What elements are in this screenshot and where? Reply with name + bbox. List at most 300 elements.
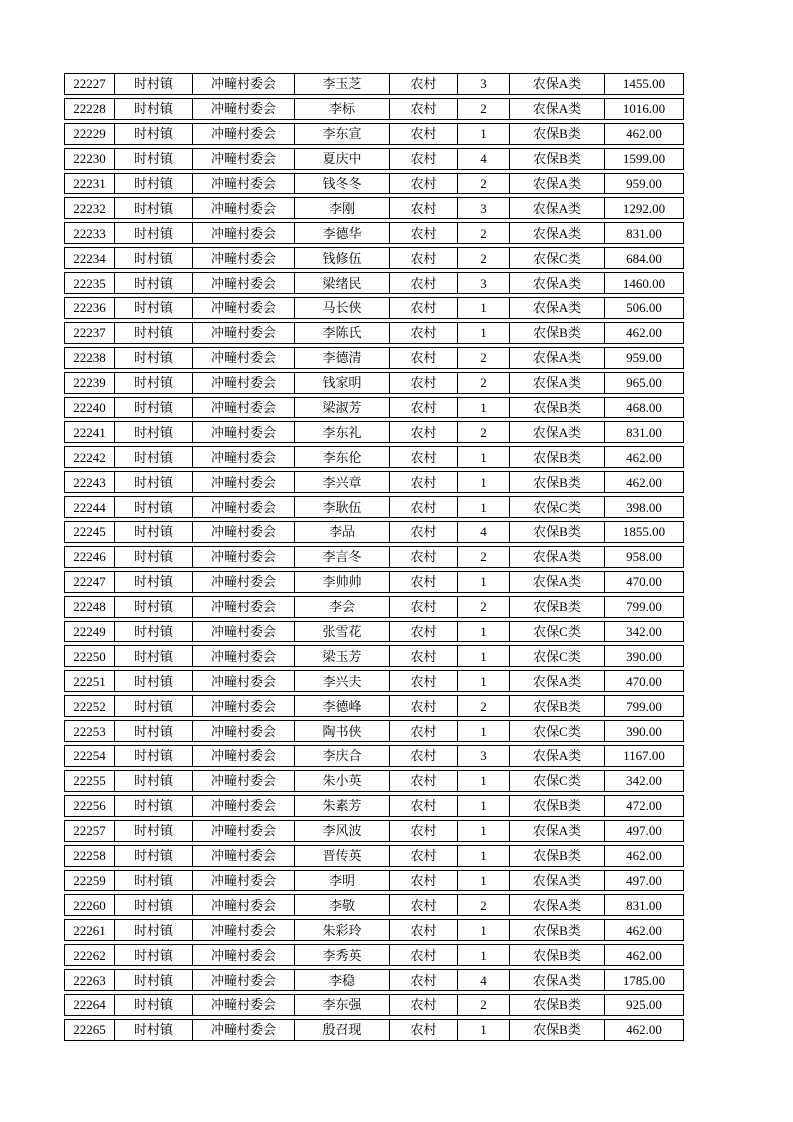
cell-town: 时村镇 — [115, 994, 193, 1016]
cell-person-name: 李标 — [295, 98, 390, 120]
cell-village-committee: 冲疃村委会 — [193, 695, 295, 717]
cell-person-count: 1 — [458, 1019, 510, 1041]
cell-person-count: 3 — [458, 272, 510, 294]
cell-serial-number: 22261 — [64, 919, 115, 941]
cell-village-committee: 冲疃村委会 — [193, 571, 295, 593]
cell-serial-number: 22264 — [64, 994, 115, 1016]
cell-town: 时村镇 — [115, 645, 193, 667]
cell-serial-number: 22227 — [64, 73, 115, 95]
cell-person-count: 1 — [458, 770, 510, 792]
cell-insurance-category: 农保A类 — [510, 571, 605, 593]
table-row — [64, 695, 684, 717]
cell-town: 时村镇 — [115, 148, 193, 170]
table-row — [64, 123, 684, 145]
table-row — [64, 894, 684, 916]
cell-village-committee: 冲疃村委会 — [193, 322, 295, 344]
cell-town: 时村镇 — [115, 596, 193, 618]
cell-person-count: 2 — [458, 173, 510, 195]
cell-person-count: 1 — [458, 471, 510, 493]
cell-serial-number: 22233 — [64, 222, 115, 244]
cell-residence-type: 农村 — [390, 870, 458, 892]
cell-residence-type: 农村 — [390, 645, 458, 667]
cell-residence-type: 农村 — [390, 372, 458, 394]
cell-residence-type: 农村 — [390, 322, 458, 344]
cell-amount: 462.00 — [605, 322, 684, 344]
cell-person-count: 1 — [458, 322, 510, 344]
cell-amount: 390.00 — [605, 720, 684, 742]
cell-insurance-category: 农保B类 — [510, 123, 605, 145]
cell-person-count: 4 — [458, 521, 510, 543]
cell-person-name: 朱小英 — [295, 770, 390, 792]
cell-serial-number: 22252 — [64, 695, 115, 717]
cell-amount: 831.00 — [605, 894, 684, 916]
cell-town: 时村镇 — [115, 496, 193, 518]
cell-person-name: 李德峰 — [295, 695, 390, 717]
cell-insurance-category: 农保A类 — [510, 222, 605, 244]
cell-residence-type: 农村 — [390, 770, 458, 792]
cell-residence-type: 农村 — [390, 197, 458, 219]
cell-village-committee: 冲疃村委会 — [193, 820, 295, 842]
cell-person-name: 李言冬 — [295, 546, 390, 568]
cell-town: 时村镇 — [115, 919, 193, 941]
cell-person-name: 梁绪民 — [295, 272, 390, 294]
cell-residence-type: 农村 — [390, 446, 458, 468]
cell-insurance-category: 农保C类 — [510, 645, 605, 667]
cell-insurance-category: 农保A类 — [510, 272, 605, 294]
cell-person-name: 陶书侠 — [295, 720, 390, 742]
table-row — [64, 297, 684, 319]
cell-amount: 1167.00 — [605, 745, 684, 767]
table-row — [64, 98, 684, 120]
cell-serial-number: 22248 — [64, 596, 115, 618]
cell-village-committee: 冲疃村委会 — [193, 297, 295, 319]
cell-person-count: 2 — [458, 546, 510, 568]
cell-residence-type: 农村 — [390, 397, 458, 419]
cell-insurance-category: 农保B类 — [510, 845, 605, 867]
table-row — [64, 322, 684, 344]
table-row — [64, 397, 684, 419]
cell-person-name: 李东礼 — [295, 421, 390, 443]
cell-insurance-category: 农保B类 — [510, 695, 605, 717]
cell-person-name: 李品 — [295, 521, 390, 543]
cell-person-count: 1 — [458, 645, 510, 667]
table-row — [64, 845, 684, 867]
cell-residence-type: 农村 — [390, 496, 458, 518]
cell-amount: 959.00 — [605, 173, 684, 195]
cell-insurance-category: 农保A类 — [510, 421, 605, 443]
cell-residence-type: 农村 — [390, 969, 458, 991]
cell-person-count: 1 — [458, 870, 510, 892]
cell-serial-number: 22244 — [64, 496, 115, 518]
cell-person-count: 4 — [458, 148, 510, 170]
cell-insurance-category: 农保A类 — [510, 670, 605, 692]
cell-serial-number: 22232 — [64, 197, 115, 219]
cell-town: 时村镇 — [115, 870, 193, 892]
cell-person-name: 李会 — [295, 596, 390, 618]
table-row — [64, 471, 684, 493]
cell-person-count: 2 — [458, 372, 510, 394]
cell-insurance-category: 农保A类 — [510, 546, 605, 568]
cell-insurance-category: 农保B类 — [510, 471, 605, 493]
cell-amount: 1855.00 — [605, 521, 684, 543]
cell-person-count: 1 — [458, 397, 510, 419]
cell-village-committee: 冲疃村委会 — [193, 596, 295, 618]
cell-person-count: 1 — [458, 571, 510, 593]
cell-insurance-category: 农保B类 — [510, 322, 605, 344]
cell-serial-number: 22265 — [64, 1019, 115, 1041]
table-row — [64, 496, 684, 518]
cell-amount: 390.00 — [605, 645, 684, 667]
cell-amount: 497.00 — [605, 820, 684, 842]
cell-person-count: 1 — [458, 496, 510, 518]
cell-village-committee: 冲疃村委会 — [193, 969, 295, 991]
cell-town: 时村镇 — [115, 98, 193, 120]
cell-town: 时村镇 — [115, 347, 193, 369]
cell-amount: 831.00 — [605, 222, 684, 244]
table-row — [64, 770, 684, 792]
cell-town: 时村镇 — [115, 173, 193, 195]
cell-serial-number: 22247 — [64, 571, 115, 593]
cell-insurance-category: 农保A类 — [510, 745, 605, 767]
cell-residence-type: 农村 — [390, 521, 458, 543]
cell-residence-type: 农村 — [390, 720, 458, 742]
cell-town: 时村镇 — [115, 73, 193, 95]
cell-village-committee: 冲疃村委会 — [193, 621, 295, 643]
cell-amount: 472.00 — [605, 795, 684, 817]
cell-village-committee: 冲疃村委会 — [193, 247, 295, 269]
cell-residence-type: 农村 — [390, 1019, 458, 1041]
cell-town: 时村镇 — [115, 621, 193, 643]
cell-serial-number: 22229 — [64, 123, 115, 145]
table-row — [64, 421, 684, 443]
cell-person-name: 李秀英 — [295, 944, 390, 966]
cell-village-committee: 冲疃村委会 — [193, 496, 295, 518]
table-row — [64, 596, 684, 618]
cell-town: 时村镇 — [115, 969, 193, 991]
cell-residence-type: 农村 — [390, 471, 458, 493]
cell-person-name: 李德华 — [295, 222, 390, 244]
cell-village-committee: 冲疃村委会 — [193, 197, 295, 219]
cell-serial-number: 22256 — [64, 795, 115, 817]
cell-residence-type: 农村 — [390, 894, 458, 916]
cell-insurance-category: 农保B类 — [510, 446, 605, 468]
table-row — [64, 247, 684, 269]
cell-insurance-category: 农保C类 — [510, 496, 605, 518]
cell-residence-type: 农村 — [390, 173, 458, 195]
cell-serial-number: 22262 — [64, 944, 115, 966]
table-row — [64, 347, 684, 369]
table-row — [64, 720, 684, 742]
cell-residence-type: 农村 — [390, 123, 458, 145]
cell-residence-type: 农村 — [390, 421, 458, 443]
cell-person-name: 李东强 — [295, 994, 390, 1016]
cell-person-name: 马长侠 — [295, 297, 390, 319]
cell-amount: 462.00 — [605, 845, 684, 867]
table-body — [64, 73, 684, 1041]
cell-town: 时村镇 — [115, 222, 193, 244]
cell-person-name: 李稳 — [295, 969, 390, 991]
table-row — [64, 571, 684, 593]
cell-person-name: 李耿伍 — [295, 496, 390, 518]
cell-residence-type: 农村 — [390, 745, 458, 767]
cell-serial-number: 22235 — [64, 272, 115, 294]
cell-serial-number: 22249 — [64, 621, 115, 643]
cell-insurance-category: 农保A类 — [510, 870, 605, 892]
cell-residence-type: 农村 — [390, 98, 458, 120]
cell-person-count: 1 — [458, 919, 510, 941]
table-row — [64, 446, 684, 468]
cell-village-committee: 冲疃村委会 — [193, 98, 295, 120]
cell-village-committee: 冲疃村委会 — [193, 546, 295, 568]
cell-serial-number: 22254 — [64, 745, 115, 767]
cell-amount: 925.00 — [605, 994, 684, 1016]
cell-person-name: 梁淑芳 — [295, 397, 390, 419]
cell-person-name: 李东伦 — [295, 446, 390, 468]
table-row — [64, 521, 684, 543]
cell-town: 时村镇 — [115, 247, 193, 269]
cell-insurance-category: 农保B类 — [510, 148, 605, 170]
cell-insurance-category: 农保A类 — [510, 894, 605, 916]
cell-residence-type: 农村 — [390, 571, 458, 593]
cell-serial-number: 22251 — [64, 670, 115, 692]
cell-person-count: 1 — [458, 845, 510, 867]
cell-amount: 958.00 — [605, 546, 684, 568]
cell-insurance-category: 农保B类 — [510, 521, 605, 543]
cell-person-name: 张雪花 — [295, 621, 390, 643]
table-row — [64, 173, 684, 195]
table-row — [64, 546, 684, 568]
cell-residence-type: 农村 — [390, 297, 458, 319]
cell-amount: 470.00 — [605, 670, 684, 692]
cell-person-name: 晋传英 — [295, 845, 390, 867]
table-row — [64, 944, 684, 966]
table-row — [64, 820, 684, 842]
cell-amount: 470.00 — [605, 571, 684, 593]
table-row — [64, 222, 684, 244]
cell-serial-number: 22245 — [64, 521, 115, 543]
cell-person-name: 李德清 — [295, 347, 390, 369]
cell-town: 时村镇 — [115, 322, 193, 344]
cell-town: 时村镇 — [115, 894, 193, 916]
cell-person-count: 1 — [458, 795, 510, 817]
cell-person-count: 2 — [458, 421, 510, 443]
cell-town: 时村镇 — [115, 670, 193, 692]
cell-amount: 1455.00 — [605, 73, 684, 95]
cell-person-name: 朱素芳 — [295, 795, 390, 817]
cell-village-committee: 冲疃村委会 — [193, 845, 295, 867]
cell-amount: 1292.00 — [605, 197, 684, 219]
cell-insurance-category: 农保C类 — [510, 720, 605, 742]
cell-town: 时村镇 — [115, 795, 193, 817]
table-row — [64, 645, 684, 667]
cell-amount: 398.00 — [605, 496, 684, 518]
cell-serial-number: 22243 — [64, 471, 115, 493]
cell-person-name: 梁玉芳 — [295, 645, 390, 667]
cell-person-name: 殷召现 — [295, 1019, 390, 1041]
table-row — [64, 919, 684, 941]
cell-insurance-category: 农保B类 — [510, 919, 605, 941]
cell-insurance-category: 农保A类 — [510, 197, 605, 219]
cell-village-committee: 冲疃村委会 — [193, 870, 295, 892]
table-row — [64, 870, 684, 892]
cell-amount: 799.00 — [605, 695, 684, 717]
cell-person-name: 朱彩玲 — [295, 919, 390, 941]
cell-town: 时村镇 — [115, 571, 193, 593]
cell-village-committee: 冲疃村委会 — [193, 919, 295, 941]
cell-person-name: 李敬 — [295, 894, 390, 916]
cell-residence-type: 农村 — [390, 695, 458, 717]
cell-town: 时村镇 — [115, 197, 193, 219]
cell-person-name: 李兴夫 — [295, 670, 390, 692]
cell-village-committee: 冲疃村委会 — [193, 421, 295, 443]
cell-serial-number: 22242 — [64, 446, 115, 468]
cell-serial-number: 22241 — [64, 421, 115, 443]
cell-town: 时村镇 — [115, 272, 193, 294]
table-row — [64, 621, 684, 643]
cell-serial-number: 22238 — [64, 347, 115, 369]
cell-serial-number: 22234 — [64, 247, 115, 269]
cell-insurance-category: 农保C类 — [510, 247, 605, 269]
cell-amount: 1599.00 — [605, 148, 684, 170]
cell-village-committee: 冲疃村委会 — [193, 471, 295, 493]
cell-town: 时村镇 — [115, 820, 193, 842]
cell-insurance-category: 农保B类 — [510, 944, 605, 966]
cell-village-committee: 冲疃村委会 — [193, 222, 295, 244]
cell-town: 时村镇 — [115, 770, 193, 792]
table-row — [64, 795, 684, 817]
cell-serial-number: 22253 — [64, 720, 115, 742]
cell-town: 时村镇 — [115, 1019, 193, 1041]
cell-serial-number: 22237 — [64, 322, 115, 344]
cell-amount: 497.00 — [605, 870, 684, 892]
cell-village-committee: 冲疃村委会 — [193, 894, 295, 916]
cell-person-count: 2 — [458, 695, 510, 717]
cell-amount: 959.00 — [605, 347, 684, 369]
cell-person-count: 4 — [458, 969, 510, 991]
table-row — [64, 745, 684, 767]
cell-insurance-category: 农保B类 — [510, 1019, 605, 1041]
cell-person-name: 李风波 — [295, 820, 390, 842]
cell-person-name: 钱家明 — [295, 372, 390, 394]
cell-insurance-category: 农保A类 — [510, 820, 605, 842]
cell-person-count: 2 — [458, 247, 510, 269]
cell-person-count: 2 — [458, 994, 510, 1016]
cell-village-committee: 冲疃村委会 — [193, 770, 295, 792]
cell-residence-type: 农村 — [390, 919, 458, 941]
cell-serial-number: 22236 — [64, 297, 115, 319]
cell-insurance-category: 农保B类 — [510, 994, 605, 1016]
cell-person-count: 1 — [458, 944, 510, 966]
cell-serial-number: 22260 — [64, 894, 115, 916]
table-row — [64, 148, 684, 170]
cell-village-committee: 冲疃村委会 — [193, 446, 295, 468]
table-row — [64, 1019, 684, 1041]
cell-person-count: 2 — [458, 894, 510, 916]
cell-village-committee: 冲疃村委会 — [193, 994, 295, 1016]
cell-amount: 462.00 — [605, 944, 684, 966]
cell-residence-type: 农村 — [390, 148, 458, 170]
cell-residence-type: 农村 — [390, 845, 458, 867]
cell-serial-number: 22258 — [64, 845, 115, 867]
cell-town: 时村镇 — [115, 845, 193, 867]
cell-amount: 462.00 — [605, 123, 684, 145]
cell-insurance-category: 农保A类 — [510, 969, 605, 991]
cell-town: 时村镇 — [115, 421, 193, 443]
cell-person-name: 李陈氏 — [295, 322, 390, 344]
cell-town: 时村镇 — [115, 372, 193, 394]
cell-residence-type: 农村 — [390, 73, 458, 95]
cell-serial-number: 22255 — [64, 770, 115, 792]
cell-insurance-category: 农保A类 — [510, 173, 605, 195]
cell-residence-type: 农村 — [390, 596, 458, 618]
pension-data-table — [64, 70, 684, 1044]
cell-insurance-category: 农保A类 — [510, 98, 605, 120]
cell-amount: 1016.00 — [605, 98, 684, 120]
cell-residence-type: 农村 — [390, 820, 458, 842]
cell-insurance-category: 农保B类 — [510, 596, 605, 618]
cell-village-committee: 冲疃村委会 — [193, 372, 295, 394]
cell-amount: 965.00 — [605, 372, 684, 394]
cell-person-count: 2 — [458, 596, 510, 618]
cell-residence-type: 农村 — [390, 795, 458, 817]
cell-amount: 684.00 — [605, 247, 684, 269]
cell-insurance-category: 农保A类 — [510, 372, 605, 394]
cell-village-committee: 冲疃村委会 — [193, 73, 295, 95]
cell-serial-number: 22257 — [64, 820, 115, 842]
cell-residence-type: 农村 — [390, 670, 458, 692]
cell-amount: 506.00 — [605, 297, 684, 319]
cell-serial-number: 22239 — [64, 372, 115, 394]
cell-person-name: 钱冬冬 — [295, 173, 390, 195]
cell-person-count: 1 — [458, 670, 510, 692]
cell-town: 时村镇 — [115, 397, 193, 419]
cell-town: 时村镇 — [115, 745, 193, 767]
cell-person-name: 钱修伍 — [295, 247, 390, 269]
table-row — [64, 197, 684, 219]
cell-serial-number: 22246 — [64, 546, 115, 568]
table-row — [64, 73, 684, 95]
cell-village-committee: 冲疃村委会 — [193, 944, 295, 966]
cell-person-count: 2 — [458, 347, 510, 369]
cell-serial-number: 22259 — [64, 870, 115, 892]
cell-town: 时村镇 — [115, 695, 193, 717]
cell-person-count: 2 — [458, 98, 510, 120]
cell-insurance-category: 农保A类 — [510, 347, 605, 369]
cell-town: 时村镇 — [115, 446, 193, 468]
table-row — [64, 272, 684, 294]
cell-village-committee: 冲疃村委会 — [193, 148, 295, 170]
cell-insurance-category: 农保A类 — [510, 297, 605, 319]
cell-amount: 831.00 — [605, 421, 684, 443]
cell-amount: 342.00 — [605, 770, 684, 792]
cell-serial-number: 22240 — [64, 397, 115, 419]
cell-person-count: 1 — [458, 297, 510, 319]
cell-person-name: 李帅帅 — [295, 571, 390, 593]
cell-person-count: 1 — [458, 820, 510, 842]
cell-serial-number: 22263 — [64, 969, 115, 991]
cell-village-committee: 冲疃村委会 — [193, 123, 295, 145]
cell-town: 时村镇 — [115, 720, 193, 742]
cell-person-name: 李明 — [295, 870, 390, 892]
cell-village-committee: 冲疃村委会 — [193, 272, 295, 294]
table-row — [64, 994, 684, 1016]
cell-amount: 462.00 — [605, 1019, 684, 1041]
cell-village-committee: 冲疃村委会 — [193, 645, 295, 667]
cell-residence-type: 农村 — [390, 247, 458, 269]
cell-town: 时村镇 — [115, 521, 193, 543]
cell-person-count: 2 — [458, 222, 510, 244]
cell-residence-type: 农村 — [390, 621, 458, 643]
